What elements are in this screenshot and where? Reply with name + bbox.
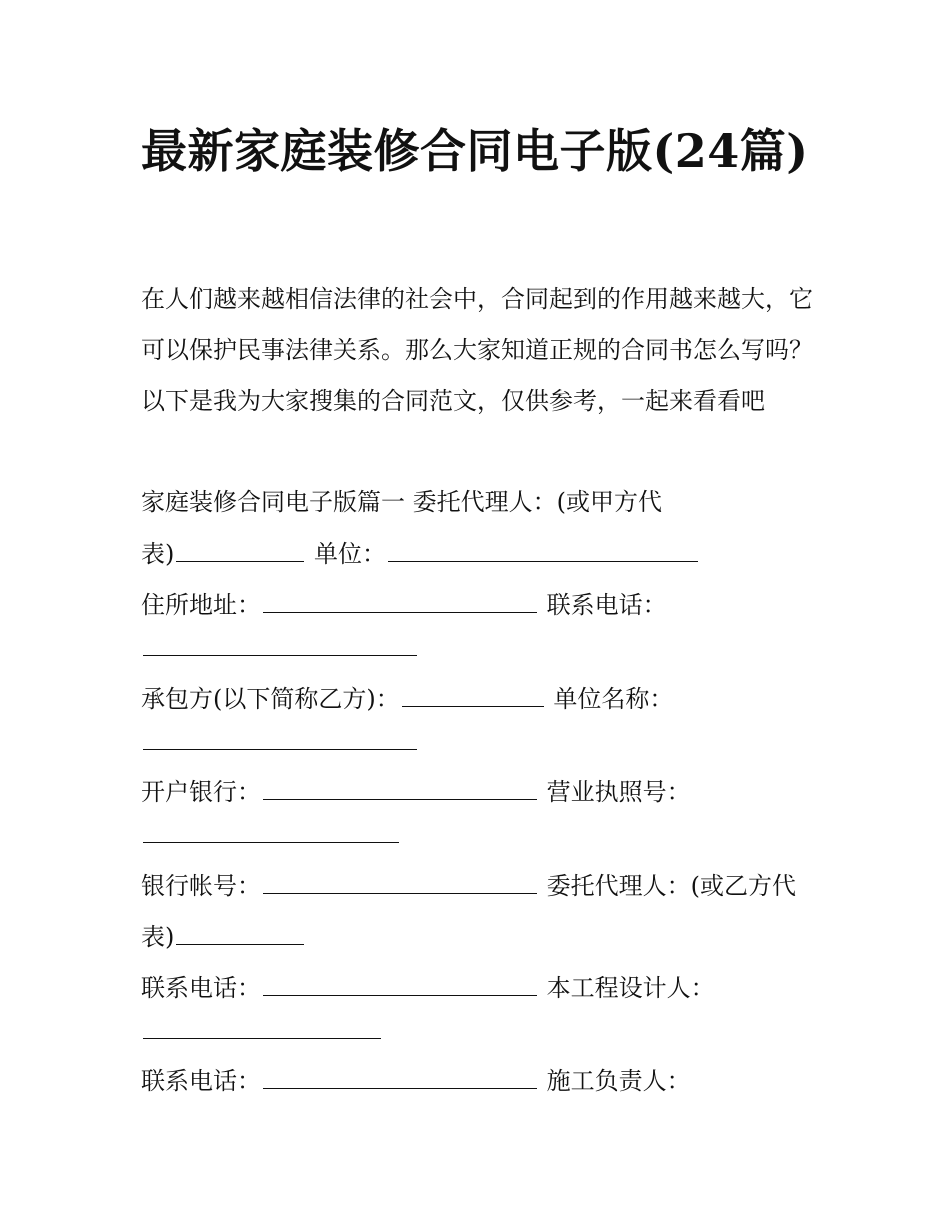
fill-blank[interactable] bbox=[263, 969, 537, 996]
fill-blank[interactable] bbox=[176, 918, 304, 945]
fill-blank[interactable] bbox=[402, 680, 544, 707]
contract-line-agent-b bbox=[141, 917, 306, 957]
line-text: 开户银行： bbox=[141, 778, 261, 806]
line-text: 本工程设计人： bbox=[539, 974, 715, 1002]
line-text: 表) bbox=[141, 923, 175, 951]
intro-paragraph: 在人们越来越相信法律的社会中，合同起到的作用越来越大，它可以保护民事法律关系。那么大家知道正规的合同书怎么写吗？以下是我为大家搜集的合同范文，仅供参考，一起来看看吧 bbox=[141, 285, 813, 415]
fill-blank[interactable] bbox=[143, 1012, 381, 1039]
contract-line-blank bbox=[141, 722, 419, 762]
line-text: 营业执照号： bbox=[539, 778, 691, 806]
fill-blank[interactable] bbox=[143, 629, 417, 656]
fill-blank[interactable] bbox=[263, 586, 537, 613]
line-text: 单位名称： bbox=[545, 685, 674, 713]
line-text: 联系电话： bbox=[141, 1067, 261, 1095]
fill-blank[interactable] bbox=[176, 535, 304, 562]
line-text: 联系电话： bbox=[141, 974, 261, 1002]
contract-line-blank bbox=[141, 628, 419, 668]
contract-line-blank bbox=[141, 1011, 383, 1051]
contract-line-account bbox=[141, 866, 796, 906]
line-text: 单位： bbox=[306, 540, 387, 568]
line-text: 银行帐号： bbox=[141, 872, 261, 900]
line-text: 施工负责人： bbox=[539, 1067, 691, 1095]
contract-line-agent-a bbox=[141, 482, 662, 522]
line-text: 住所地址： bbox=[141, 591, 261, 619]
line-text: 表) bbox=[141, 540, 175, 568]
contract-line-designer bbox=[141, 968, 715, 1008]
fill-blank[interactable] bbox=[263, 1062, 537, 1089]
contract-line-contractor bbox=[141, 679, 673, 719]
contract-line-address bbox=[141, 585, 667, 625]
line-text: 承包方(以下简称乙方)： bbox=[141, 685, 400, 713]
line-text: 联系电话： bbox=[539, 591, 667, 619]
fill-blank[interactable] bbox=[263, 867, 537, 894]
fill-blank[interactable] bbox=[143, 723, 417, 750]
line-text: 家庭装修合同电子版篇一 委托代理人：(或甲方代 bbox=[141, 488, 662, 516]
contract-line-unit bbox=[141, 534, 700, 574]
contract-line-blank bbox=[141, 815, 401, 855]
line-text: 委托代理人：(或乙方代 bbox=[539, 872, 796, 900]
contract-line-construction bbox=[141, 1061, 691, 1101]
contract-line-bank bbox=[141, 772, 691, 812]
fill-blank[interactable] bbox=[263, 773, 537, 800]
document-title: 最新家庭装修合同电子版(24篇) bbox=[141, 124, 809, 178]
fill-blank[interactable] bbox=[388, 535, 698, 562]
fill-blank[interactable] bbox=[143, 816, 399, 843]
